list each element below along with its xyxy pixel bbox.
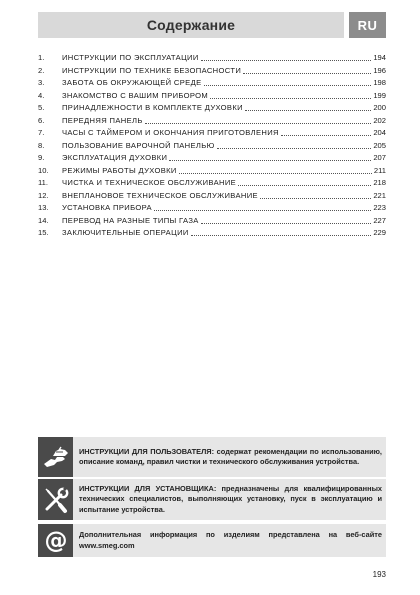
toc-row xyxy=(38,140,386,153)
toc-number: 13. xyxy=(38,203,49,212)
toc-row xyxy=(38,190,386,203)
toc-page-number: 207 xyxy=(373,153,386,162)
toc-number: 12. xyxy=(38,190,49,200)
toc-title: ЭКСПЛУАТАЦИЯ ДУХОВКИ xyxy=(62,153,168,162)
toc-number: 3. xyxy=(38,78,45,87)
cooking-hand-icon xyxy=(38,437,73,477)
language-badge: RU xyxy=(349,12,386,38)
toc-number: 6. xyxy=(38,115,45,125)
toc-title: ЧАСЫ С ТАЙМЕРОМ И ОКОНЧАНИЯ ПРИГОТОВЛЕНИЯ xyxy=(62,128,279,137)
toc-title: ИНСТРУКЦИИ ПО ТЕХНИКЕ БЕЗОПАСНОСТИ xyxy=(62,65,242,75)
toc-number: 15. xyxy=(38,228,49,237)
installer-instructions-box xyxy=(38,479,386,520)
page-number: 193 xyxy=(372,570,386,579)
toc-number: 14. xyxy=(38,215,49,225)
page-header xyxy=(38,12,344,38)
toc-number: 5. xyxy=(38,103,45,112)
toc-page-number: 218 xyxy=(373,178,386,187)
toc-row xyxy=(38,152,386,165)
toc-row xyxy=(38,227,386,240)
toc-number: 1. xyxy=(38,53,45,62)
toc-number: 11. xyxy=(38,178,48,187)
toc-page-number: 229 xyxy=(373,228,386,237)
toc-row xyxy=(38,165,386,178)
toc-leader-dots xyxy=(260,191,371,199)
toc-title: ЗАКЛЮЧИТЕЛЬНЫЕ ОПЕРАЦИИ xyxy=(62,228,189,237)
toc-title: ПЕРЕВОД НА РАЗНЫЕ ТИПЫ ГАЗА xyxy=(62,215,199,225)
toc-row xyxy=(38,52,386,65)
user-instructions-box xyxy=(38,437,386,477)
toc-leader-dots xyxy=(154,203,371,211)
toc-leader-dots xyxy=(179,166,372,174)
wrench-screwdriver-icon xyxy=(38,479,73,520)
installer-instructions-text: ИНСТРУКЦИИ ДЛЯ УСТАНОВЩИКА: предназначены для квалифицированных технических специалистов, выполняющих установку, пуск в эксплуатацию и испытание устройства. xyxy=(79,483,382,514)
toc-page-number: 202 xyxy=(373,115,386,125)
toc-number: 8. xyxy=(38,140,45,150)
toc-title: ЧИСТКА И ТЕХНИЧЕСКОЕ ОБСЛУЖИВАНИЕ xyxy=(62,178,237,187)
toc-leader-dots xyxy=(243,66,371,74)
toc-page-number: 205 xyxy=(373,140,386,150)
toc-page-number: 196 xyxy=(373,65,386,75)
toc-leader-dots xyxy=(191,228,372,236)
toc-title: ПРИНАДЛЕЖНОСТИ В КОМПЛЕКТЕ ДУХОВКИ xyxy=(62,103,243,112)
toc-leader-dots xyxy=(201,53,372,61)
toc-row xyxy=(38,215,386,228)
toc-number: 9. xyxy=(38,153,45,162)
toc-row xyxy=(38,115,386,128)
toc-title: ПЕРЕДНЯЯ ПАНЕЛЬ xyxy=(62,115,143,125)
toc-number: 2. xyxy=(38,65,45,75)
toc-title: ЗАБОТА ОБ ОКРУЖАЮЩЕЙ СРЕДЕ xyxy=(62,78,202,87)
toc-title: ЗНАКОМСТВО С ВАШИМ ПРИБОРОМ xyxy=(62,90,209,100)
table-of-contents xyxy=(38,52,386,240)
svg-text:@: @ xyxy=(44,527,67,554)
toc-leader-dots xyxy=(204,78,372,86)
toc-page-number: 204 xyxy=(373,128,386,137)
page-title: Содержание xyxy=(146,17,236,33)
toc-leader-dots xyxy=(145,116,372,124)
toc-title: УСТАНОВКА ПРИБОРА xyxy=(62,203,152,212)
toc-leader-dots xyxy=(281,128,371,136)
toc-page-number: 227 xyxy=(373,215,386,225)
toc-title: ПОЛЬЗОВАНИЕ ВАРОЧНОЙ ПАНЕЛЬЮ xyxy=(62,140,215,150)
toc-row xyxy=(38,77,386,90)
toc-page-number: 223 xyxy=(373,203,386,212)
toc-row xyxy=(38,65,386,78)
toc-row xyxy=(38,202,386,215)
toc-page-number: 198 xyxy=(373,78,386,87)
toc-number: 4. xyxy=(38,90,45,100)
toc-number: 10. xyxy=(38,165,49,175)
toc-page-number: 211 xyxy=(373,165,386,175)
toc-leader-dots xyxy=(201,216,372,224)
user-instructions-text: ИНСТРУКЦИИ ДЛЯ ПОЛЬЗОВАТЕЛЯ: содержат рекомендации по использованию, описание команд, правил чистки и технического обслуживания устройства. xyxy=(79,446,382,466)
web-info-text: Дополнительная информация по изделиям представлена на веб-сайте www.smeg.com xyxy=(79,530,382,550)
toc-leader-dots xyxy=(238,178,371,186)
toc-row xyxy=(38,177,386,190)
at-sign-icon xyxy=(38,524,73,557)
toc-number: 7. xyxy=(38,128,45,137)
toc-leader-dots xyxy=(217,141,372,149)
toc-row xyxy=(38,90,386,103)
web-info-box xyxy=(38,524,386,557)
toc-title: ИНСТРУКЦИИ ПО ЭКСПЛУАТАЦИИ xyxy=(62,53,199,62)
toc-leader-dots xyxy=(169,153,371,161)
toc-row xyxy=(38,102,386,115)
toc-title: ВНЕПЛАНОВОЕ ТЕХНИЧЕСКОЕ ОБСЛУЖИВАНИЕ xyxy=(62,190,258,200)
toc-title: РЕЖИМЫ РАБОТЫ ДУХОВКИ xyxy=(62,165,177,175)
toc-row xyxy=(38,127,386,140)
toc-page-number: 221 xyxy=(373,190,386,200)
toc-leader-dots xyxy=(210,91,371,99)
toc-page-number: 194 xyxy=(373,53,386,62)
toc-leader-dots xyxy=(245,103,371,111)
toc-page-number: 199 xyxy=(373,90,386,100)
toc-page-number: 200 xyxy=(373,103,386,112)
